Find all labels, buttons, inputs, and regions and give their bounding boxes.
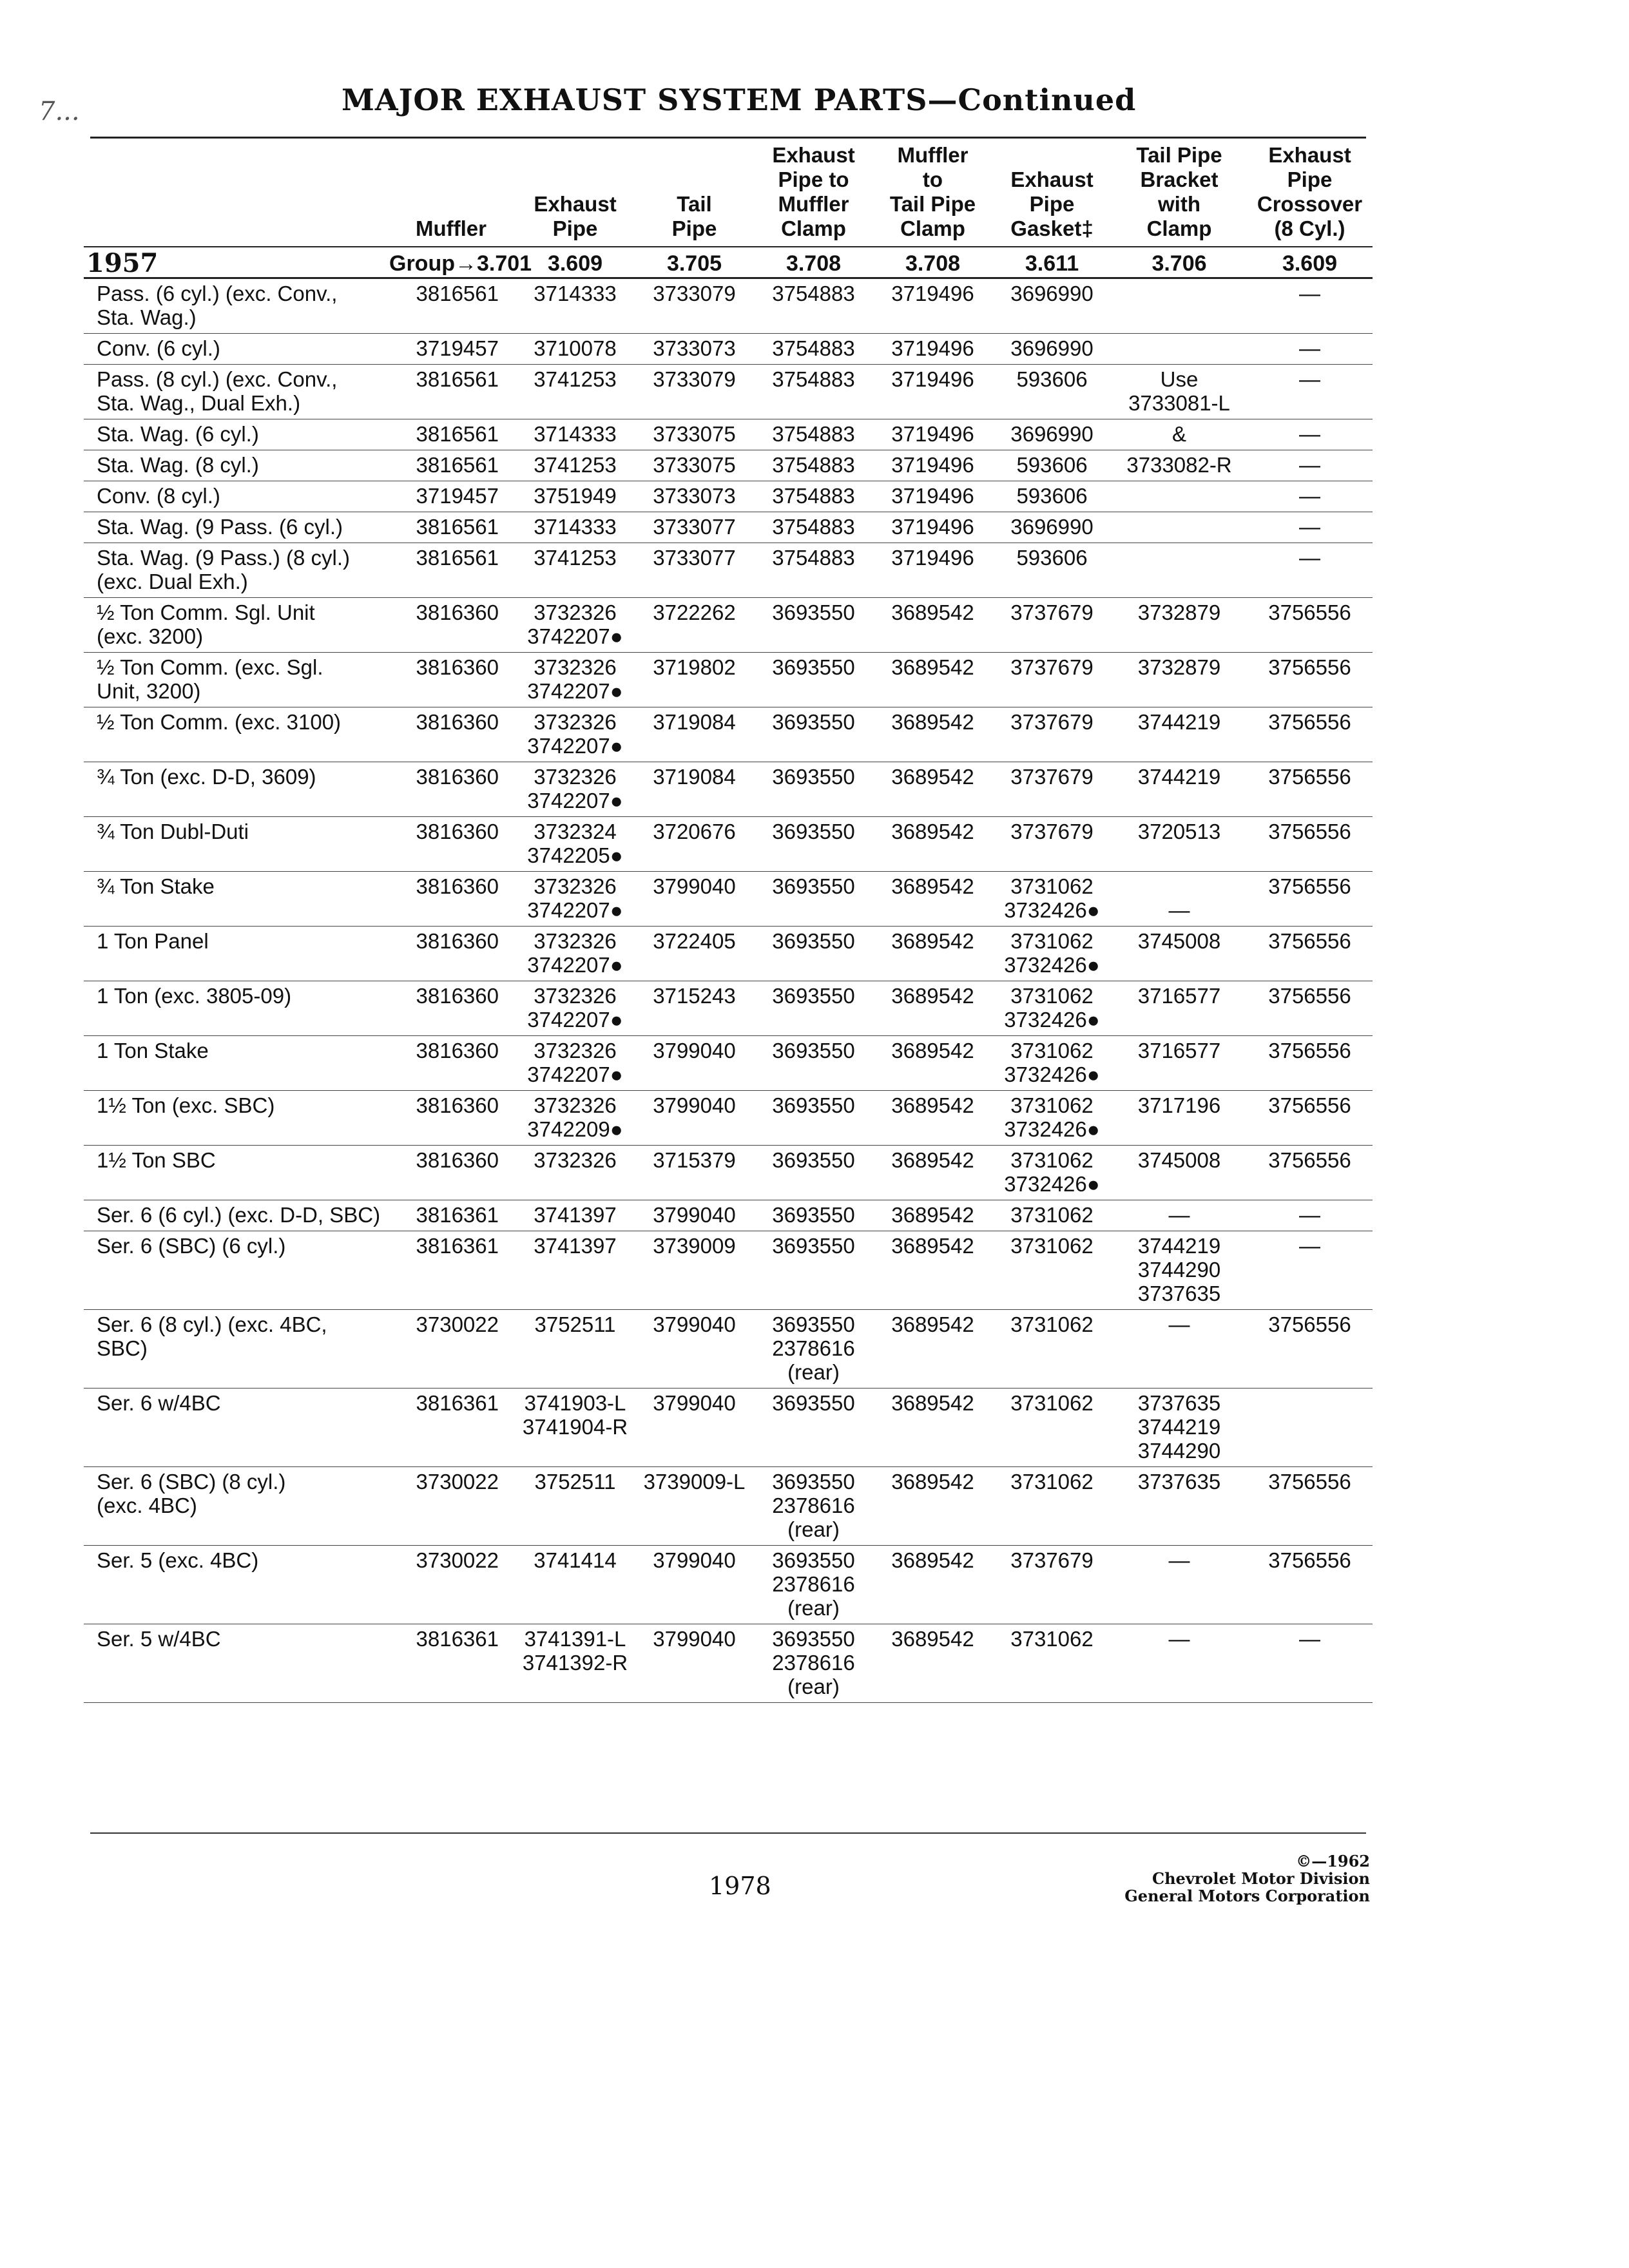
part-number-cell: 3731062 3732426● [992, 981, 1112, 1036]
part-number-cell: 3799040 [635, 1624, 754, 1703]
part-number-cell: 3731062 [992, 1200, 1112, 1231]
year-label: 1957 [84, 247, 387, 278]
part-number-cell: 3754883 [754, 543, 873, 598]
model-cell: 1 Ton (exc. 3805-09) [84, 981, 387, 1036]
part-number-cell: 3816360 [387, 762, 516, 817]
part-number-cell: 3730022 [387, 1467, 516, 1546]
part-number-cell [1112, 481, 1247, 512]
page-title: MAJOR EXHAUST SYSTEM PARTS—Continued [342, 82, 1137, 117]
part-number-cell: 3719496 [873, 450, 992, 481]
part-number-cell: 3689542 [873, 872, 992, 927]
part-number-cell: 3741397 [516, 1200, 635, 1231]
bottom-rule [90, 1832, 1366, 1834]
part-number-cell: 3799040 [635, 1389, 754, 1467]
header-row [84, 143, 1373, 247]
part-number-cell: 3737635 3744219 3744290 [1112, 1389, 1247, 1467]
table-row [84, 419, 1373, 450]
part-number-cell: 3816361 [387, 1200, 516, 1231]
part-number-cell: 3731062 [992, 1389, 1112, 1467]
part-number-cell: 3696990 [992, 334, 1112, 365]
part-number-cell: 3816360 [387, 981, 516, 1036]
part-number-cell: 3756556 [1247, 927, 1373, 981]
part-number-cell: — [1247, 334, 1373, 365]
part-number-cell: 3732326 3742207● [516, 762, 635, 817]
part-number-cell: 3732326 3742207● [516, 981, 635, 1036]
part-number-cell: 3816361 [387, 1231, 516, 1310]
part-number-cell: 3696990 [992, 278, 1112, 334]
part-number-cell: 3816561 [387, 419, 516, 450]
part-number-cell: 3689542 [873, 707, 992, 762]
part-number-cell: 3752511 [516, 1310, 635, 1389]
part-number-cell: 3745008 [1112, 1146, 1247, 1200]
part-number-cell: 3799040 [635, 1310, 754, 1389]
part-number-cell: 3693550 [754, 762, 873, 817]
part-number-cell: 3816360 [387, 653, 516, 707]
part-number-cell [1247, 1389, 1373, 1467]
part-number-cell: 3689542 [873, 1036, 992, 1091]
group-row [84, 247, 1373, 278]
part-number-cell: 3733075 [635, 450, 754, 481]
model-cell: Sta. Wag. (9 Pass. (6 cyl.) [84, 512, 387, 543]
part-number-cell: 3816360 [387, 707, 516, 762]
model-cell: ¾ Ton (exc. D-D, 3609) [84, 762, 387, 817]
model-cell: 1 Ton Panel [84, 927, 387, 981]
model-cell: ½ Ton Comm. (exc. Sgl. Unit, 3200) [84, 653, 387, 707]
part-number-cell: 3689542 [873, 762, 992, 817]
part-number-cell: 3733077 [635, 543, 754, 598]
part-number-cell: 3744219 [1112, 707, 1247, 762]
part-number-cell: — [1247, 450, 1373, 481]
table-row [84, 450, 1373, 481]
part-number-cell: 3816561 [387, 450, 516, 481]
model-cell: ¾ Ton Dubl-Duti [84, 817, 387, 872]
part-number-cell: 3730022 [387, 1546, 516, 1624]
part-number-cell: 3737679 [992, 707, 1112, 762]
part-number-cell: 3696990 [992, 512, 1112, 543]
part-number-cell: 3756556 [1247, 598, 1373, 653]
column-header: Exhaust Pipe Crossover (8 Cyl.) [1247, 143, 1373, 247]
part-number-cell: 3722262 [635, 598, 754, 653]
part-number-cell: 3710078 [516, 334, 635, 365]
part-number-cell: 3730022 [387, 1310, 516, 1389]
part-number-cell: 3737635 [1112, 1467, 1247, 1546]
part-number-cell: 3754883 [754, 450, 873, 481]
part-number-cell: — [1247, 365, 1373, 419]
part-number-cell: 3756556 [1247, 872, 1373, 927]
part-number-cell: 3717196 [1112, 1091, 1247, 1146]
part-number-cell: 3756556 [1247, 1091, 1373, 1146]
part-number-cell: 3816360 [387, 927, 516, 981]
part-number-cell: 3689542 [873, 1091, 992, 1146]
part-number-cell: 3756556 [1247, 981, 1373, 1036]
part-number-cell: 3756556 [1247, 1146, 1373, 1200]
column-header: Exhaust Pipe [516, 143, 635, 247]
part-number-cell: — [1247, 1200, 1373, 1231]
part-number-cell: 3719496 [873, 419, 992, 450]
part-number-cell: 3719084 [635, 762, 754, 817]
table-row [84, 1624, 1373, 1703]
part-number-cell: — [1112, 1310, 1247, 1389]
part-number-cell: 3799040 [635, 1091, 754, 1146]
part-number-cell: 3756556 [1247, 762, 1373, 817]
table-row [84, 481, 1373, 512]
part-number-cell: 3731062 [992, 1624, 1112, 1703]
model-cell: Sta. Wag. (9 Pass.) (8 cyl.) (exc. Dual Exh.) [84, 543, 387, 598]
part-number-cell: 3816360 [387, 872, 516, 927]
column-header: Tail Pipe Bracket with Clamp [1112, 143, 1247, 247]
table-body [84, 278, 1373, 1703]
part-number-cell: — [1247, 419, 1373, 450]
part-number-cell: 3731062 3732426● [992, 872, 1112, 927]
column-header: Exhaust Pipe Gasket‡ [992, 143, 1112, 247]
model-cell: Ser. 6 w/4BC [84, 1389, 387, 1467]
part-number-cell: 3733082-R [1112, 450, 1247, 481]
table-row [84, 278, 1373, 334]
group-value: 3.701 [476, 251, 532, 276]
part-number-cell: 3741253 [516, 365, 635, 419]
part-number-cell: — [1112, 1624, 1247, 1703]
part-number-cell: 3741391-L 3741392-R [516, 1624, 635, 1703]
part-number-cell: 3693550 [754, 927, 873, 981]
part-number-cell: 3733073 [635, 481, 754, 512]
part-number-cell: 3754883 [754, 512, 873, 543]
part-number-cell: 3739009-L [635, 1467, 754, 1546]
part-number-cell: 3752511 [516, 1467, 635, 1546]
column-header: Muffler to Tail Pipe Clamp [873, 143, 992, 247]
table-row [84, 1231, 1373, 1310]
part-number-cell: — [1247, 543, 1373, 598]
part-number-cell: — [1247, 512, 1373, 543]
part-number-cell: 3744219 3744290 3737635 [1112, 1231, 1247, 1310]
model-cell: Sta. Wag. (6 cyl.) [84, 419, 387, 450]
model-cell: ½ Ton Comm. (exc. 3100) [84, 707, 387, 762]
part-number-cell: 3689542 [873, 1546, 992, 1624]
part-number-cell: 3731062 [992, 1467, 1112, 1546]
model-cell: Ser. 6 (8 cyl.) (exc. 4BC, SBC) [84, 1310, 387, 1389]
group-label: Group→ [389, 251, 477, 276]
part-number-cell: 3696990 [992, 419, 1112, 450]
part-number-cell: 3716577 [1112, 1036, 1247, 1091]
part-number-cell: — [1112, 872, 1247, 927]
table-row [84, 1546, 1373, 1624]
part-number-cell: 3756556 [1247, 1546, 1373, 1624]
part-number-cell: 3693550 [754, 1231, 873, 1310]
part-number-cell: 3754883 [754, 278, 873, 334]
part-number-cell: 3741253 [516, 450, 635, 481]
table-row [84, 598, 1373, 653]
table-row [84, 653, 1373, 707]
part-number-cell: 3719496 [873, 278, 992, 334]
part-number-cell: 3816360 [387, 1146, 516, 1200]
part-number-cell: 3754883 [754, 481, 873, 512]
part-number-cell: 3689542 [873, 927, 992, 981]
part-number-cell: 3816360 [387, 1091, 516, 1146]
part-number-cell: 3693550 [754, 872, 873, 927]
part-number-cell: 3719496 [873, 543, 992, 598]
part-number-cell: 3732326 3742207● [516, 927, 635, 981]
group-number: 3.708 [873, 247, 992, 278]
part-number-cell: 3719496 [873, 365, 992, 419]
part-number-cell: 3816561 [387, 278, 516, 334]
model-cell: Ser. 5 w/4BC [84, 1624, 387, 1703]
part-number-cell: 3733075 [635, 419, 754, 450]
model-cell: Pass. (8 cyl.) (exc. Conv., Sta. Wag., Dual Exh.) [84, 365, 387, 419]
part-number-cell: 3754883 [754, 419, 873, 450]
model-cell: 1½ Ton (exc. SBC) [84, 1091, 387, 1146]
part-number-cell: 3799040 [635, 1200, 754, 1231]
column-header: Exhaust Pipe to Muffler Clamp [754, 143, 873, 247]
part-number-cell: 3693550 2378616 (rear) [754, 1546, 873, 1624]
model-cell: Ser. 5 (exc. 4BC) [84, 1546, 387, 1624]
part-number-cell: 3816361 [387, 1389, 516, 1467]
part-number-cell: 3754883 [754, 334, 873, 365]
table-row [84, 365, 1373, 419]
table-row [84, 1310, 1373, 1389]
part-number-cell: 3731062 [992, 1310, 1112, 1389]
table-row [84, 1200, 1373, 1231]
table-row [84, 334, 1373, 365]
model-cell: ¾ Ton Stake [84, 872, 387, 927]
part-number-cell: 3751949 [516, 481, 635, 512]
part-number-cell: 3719084 [635, 707, 754, 762]
model-cell: Ser. 6 (SBC) (6 cyl.) [84, 1231, 387, 1310]
model-cell: ½ Ton Comm. Sgl. Unit (exc. 3200) [84, 598, 387, 653]
part-number-cell: 3689542 [873, 1146, 992, 1200]
part-number-cell: 3799040 [635, 1036, 754, 1091]
table-row [84, 817, 1373, 872]
part-number-cell: 3714333 [516, 278, 635, 334]
part-number-cell: 3693550 [754, 817, 873, 872]
part-number-cell: 3719496 [873, 512, 992, 543]
part-number-cell: 3741414 [516, 1546, 635, 1624]
part-number-cell: 3756556 [1247, 1310, 1373, 1389]
part-number-cell: — [1247, 1624, 1373, 1703]
part-number-cell: 3693550 2378616 (rear) [754, 1467, 873, 1546]
part-number-cell: 3693550 [754, 981, 873, 1036]
part-number-cell: 3693550 [754, 1389, 873, 1467]
model-cell: Ser. 6 (SBC) (8 cyl.) (exc. 4BC) [84, 1467, 387, 1546]
table-row [84, 1467, 1373, 1546]
part-number-cell: 3732326 3742209● [516, 1091, 635, 1146]
part-number-cell: 593606 [992, 481, 1112, 512]
table-row [84, 1036, 1373, 1091]
table-row [84, 981, 1373, 1036]
part-number-cell: — [1247, 1231, 1373, 1310]
part-number-cell: 3737679 [992, 1546, 1112, 1624]
part-number-cell: 3756556 [1247, 653, 1373, 707]
part-number-cell: 3689542 [873, 1200, 992, 1231]
part-number-cell: 3756556 [1247, 1467, 1373, 1546]
part-number-cell: 3689542 [873, 1389, 992, 1467]
part-number-cell: 3689542 [873, 1624, 992, 1703]
part-number-cell: 3693550 [754, 598, 873, 653]
part-number-cell: 3693550 2378616 (rear) [754, 1310, 873, 1389]
model-cell: Sta. Wag. (8 cyl.) [84, 450, 387, 481]
part-number-cell: & [1112, 419, 1247, 450]
part-number-cell: 3737679 [992, 762, 1112, 817]
part-number-cell: 3720513 [1112, 817, 1247, 872]
title-rule [90, 137, 1366, 139]
part-number-cell: 3732326 3742207● [516, 598, 635, 653]
part-number-cell: 3693550 [754, 707, 873, 762]
group-number: 3.708 [754, 247, 873, 278]
model-cell: Conv. (8 cyl.) [84, 481, 387, 512]
part-number-cell: 3816360 [387, 817, 516, 872]
part-number-cell: 3733079 [635, 278, 754, 334]
part-number-cell: — [1112, 1200, 1247, 1231]
part-number-cell: 3719496 [873, 481, 992, 512]
part-number-cell: 3731062 3732426● [992, 927, 1112, 981]
part-number-cell: 3693550 2378616 (rear) [754, 1624, 873, 1703]
part-number-cell: 3714333 [516, 512, 635, 543]
part-number-cell: 3732879 [1112, 598, 1247, 653]
part-number-cell: 3732326 3742207● [516, 872, 635, 927]
model-cell: Ser. 6 (6 cyl.) (exc. D-D, SBC) [84, 1200, 387, 1231]
part-number-cell: 3693550 [754, 1091, 873, 1146]
part-number-cell: 3745008 [1112, 927, 1247, 981]
part-number-cell: 3733079 [635, 365, 754, 419]
part-number-cell: 3689542 [873, 1467, 992, 1546]
part-number-cell: 3714333 [516, 419, 635, 450]
model-cell: Conv. (6 cyl.) [84, 334, 387, 365]
part-number-cell: 3744219 [1112, 762, 1247, 817]
model-cell: Pass. (6 cyl.) (exc. Conv., Sta. Wag.) [84, 278, 387, 334]
part-number-cell: 3816561 [387, 543, 516, 598]
part-number-cell: 3732326 [516, 1146, 635, 1200]
parts-table-container [84, 143, 1373, 1703]
group-number [387, 247, 532, 278]
part-number-cell: 3737679 [992, 653, 1112, 707]
page-number: 1978 [709, 1872, 771, 1900]
part-number-cell: Use 3733081-L [1112, 365, 1247, 419]
part-number-cell: 3756556 [1247, 1036, 1373, 1091]
group-number: 3.609 [516, 247, 635, 278]
copyright-notice [1124, 1852, 1370, 1905]
part-number-cell [1112, 278, 1247, 334]
column-header [84, 143, 387, 247]
table-row [84, 1091, 1373, 1146]
part-number-cell: 3732326 3742207● [516, 1036, 635, 1091]
part-number-cell: 593606 [992, 365, 1112, 419]
part-number-cell: 3719802 [635, 653, 754, 707]
part-number-cell: — [1247, 278, 1373, 334]
table-row [84, 707, 1373, 762]
table-row [84, 1389, 1373, 1467]
part-number-cell: — [1247, 481, 1373, 512]
part-number-cell: 3754883 [754, 365, 873, 419]
part-number-cell [1112, 334, 1247, 365]
part-number-cell: 3816360 [387, 598, 516, 653]
part-number-cell: 3799040 [635, 1546, 754, 1624]
copyright-division: Chevrolet Motor Division [1152, 1869, 1370, 1888]
part-number-cell: 3737679 [992, 817, 1112, 872]
part-number-cell: 3816561 [387, 365, 516, 419]
table-row [84, 927, 1373, 981]
group-number: 3.609 [1247, 247, 1373, 278]
exhaust-parts-table [84, 143, 1373, 1703]
part-number-cell: 3715379 [635, 1146, 754, 1200]
part-number-cell: 3731062 3732426● [992, 1036, 1112, 1091]
group-number: 3.706 [1112, 247, 1247, 278]
part-number-cell: 3732879 [1112, 653, 1247, 707]
table-row [84, 1146, 1373, 1200]
part-number-cell: 3731062 3732426● [992, 1091, 1112, 1146]
part-number-cell: 3756556 [1247, 817, 1373, 872]
part-number-cell: 3720676 [635, 817, 754, 872]
part-number-cell: 3732326 3742207● [516, 707, 635, 762]
table-row [84, 872, 1373, 927]
table-row [84, 543, 1373, 598]
copyright-corporation: General Motors Corporation [1124, 1887, 1370, 1905]
column-header: Tail Pipe [635, 143, 754, 247]
part-number-cell: 3739009 [635, 1231, 754, 1310]
part-number-cell: 3816561 [387, 512, 516, 543]
part-number-cell: 3719496 [873, 334, 992, 365]
part-number-cell: 3719457 [387, 481, 516, 512]
part-number-cell: 3689542 [873, 1310, 992, 1389]
part-number-cell: 3689542 [873, 653, 992, 707]
part-number-cell: 3715243 [635, 981, 754, 1036]
part-number-cell: 3693550 [754, 1200, 873, 1231]
part-number-cell: 593606 [992, 543, 1112, 598]
part-number-cell: 3731062 [992, 1231, 1112, 1310]
model-cell: 1½ Ton SBC [84, 1146, 387, 1200]
copyright-year: ©—1962 [1296, 1852, 1370, 1870]
part-number-cell: 3693550 [754, 1036, 873, 1091]
part-number-cell: 3689542 [873, 981, 992, 1036]
part-number-cell: 3741253 [516, 543, 635, 598]
group-number: 3.705 [635, 247, 754, 278]
part-number-cell: 3733077 [635, 512, 754, 543]
table-row [84, 512, 1373, 543]
part-number-cell: 3689542 [873, 598, 992, 653]
part-number-cell: 3693550 [754, 653, 873, 707]
model-cell: 1 Ton Stake [84, 1036, 387, 1091]
part-number-cell: 3737679 [992, 598, 1112, 653]
part-number-cell: — [1112, 1546, 1247, 1624]
part-number-cell: 593606 [992, 450, 1112, 481]
part-number-cell: 3733073 [635, 334, 754, 365]
part-number-cell: 3756556 [1247, 707, 1373, 762]
table-row [84, 762, 1373, 817]
part-number-cell: 3731062 3732426● [992, 1146, 1112, 1200]
part-number-cell: 3732324 3742205● [516, 817, 635, 872]
group-number: 3.611 [992, 247, 1112, 278]
part-number-cell: 3722405 [635, 927, 754, 981]
part-number-cell: 3716577 [1112, 981, 1247, 1036]
part-number-cell: 3816361 [387, 1624, 516, 1703]
scan-mark: 7... [39, 97, 80, 126]
part-number-cell: 3741397 [516, 1231, 635, 1310]
part-number-cell: 3816360 [387, 1036, 516, 1091]
part-number-cell: 3689542 [873, 1231, 992, 1310]
part-number-cell: 3689542 [873, 817, 992, 872]
part-number-cell: 3741903-L 3741904-R [516, 1389, 635, 1467]
part-number-cell: 3732326 3742207● [516, 653, 635, 707]
part-number-cell [1112, 512, 1247, 543]
part-number-cell: 3799040 [635, 872, 754, 927]
part-number-cell: 3719457 [387, 334, 516, 365]
column-header: Muffler [387, 143, 516, 247]
part-number-cell: 3693550 [754, 1146, 873, 1200]
part-number-cell [1112, 543, 1247, 598]
